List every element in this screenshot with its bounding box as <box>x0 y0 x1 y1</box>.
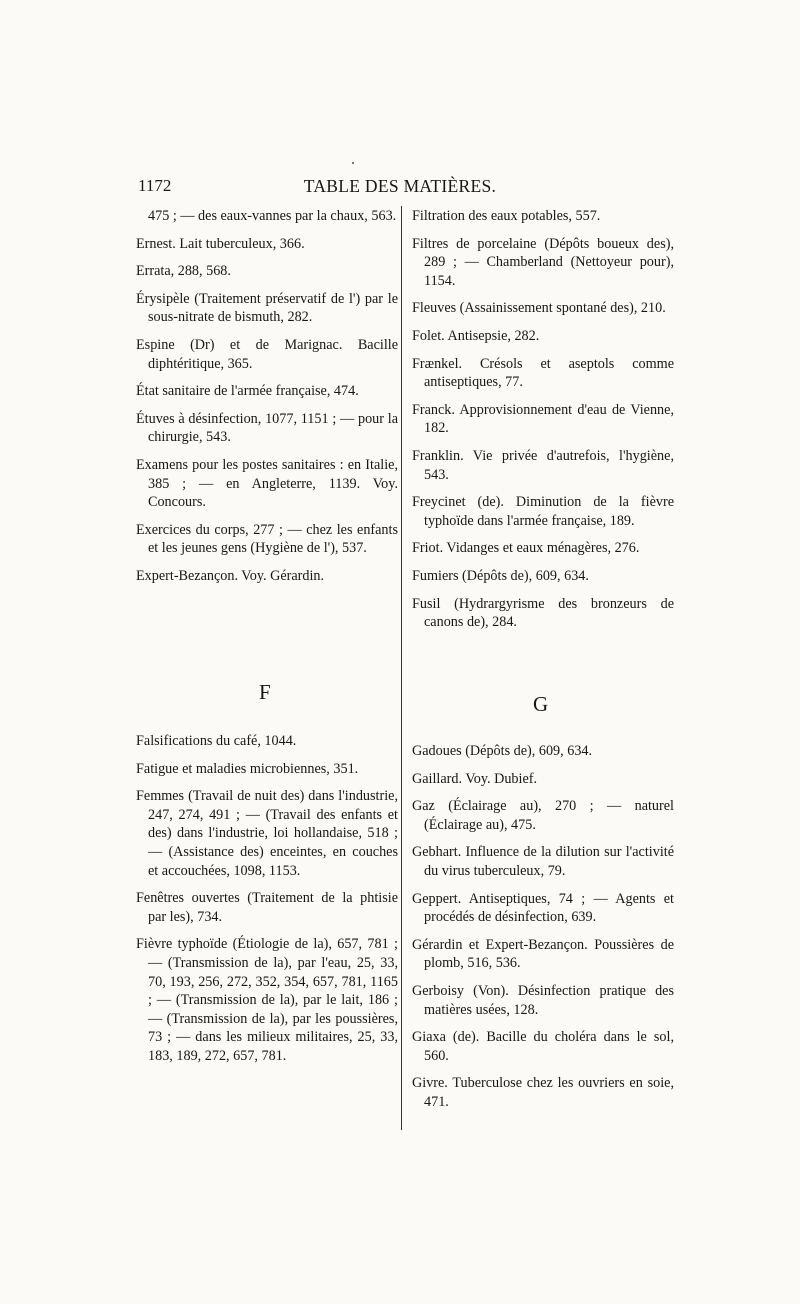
index-entry: Gaz (Éclairage au), 270 ; — naturel (Éclairage au), 475. <box>412 798 674 833</box>
index-entry: Gérardin et Expert-Bezançon. Poussières de plomb, 516, 536. <box>412 936 674 972</box>
index-entry: Ernest. Lait tuberculeux, 366. <box>136 235 305 252</box>
page-title: TABLE DES MATIÈRES. <box>303 176 497 196</box>
index-entry: Étuves à désinfection, 1077, 1151 ; — pour la chirurgie, 543. <box>136 410 398 446</box>
index-entry: Frænkel. Crésols et aseptols comme antiseptiques, 77. <box>412 355 674 391</box>
index-entry: Folet. Antisepsie, 282. <box>412 327 540 344</box>
index-entry: Franck. Approvisionnement d'eau de Vienne, 182. <box>412 401 674 437</box>
index-entry: Friot. Vidanges et eaux ménagères, 276. <box>412 540 640 557</box>
section-letter-g: G <box>533 692 549 716</box>
index-column-right <box>412 207 674 641</box>
page-number: 1172 <box>138 176 172 195</box>
index-entry: Filtres de porcelaine (Dépôts boueux des), 289 ; — Chamberland (Nettoyeur pour), 1154. <box>412 235 674 289</box>
index-entry: Filtration des eaux potables, 557. <box>412 208 601 224</box>
index-entry: Fleuves (Assainissement spontané des), 210. <box>412 300 666 317</box>
index-entry: Espine (Dr) et de Marignac. Bacille diphtéritique, 365. <box>136 336 398 372</box>
index-entry: Gadoues (Dépôts de), 609, 634. <box>412 743 593 759</box>
print-speck <box>352 162 354 164</box>
index-column-left-f <box>136 732 398 1075</box>
index-entry: Érysipèle (Traitement préservatif de l') par le sous-nitrate de bismuth, 282. <box>136 290 398 326</box>
index-entry: Falsifications du café, 1044. <box>136 733 297 749</box>
index-column-left <box>136 207 398 595</box>
index-entry: Franklin. Vie privée d'autrefois, l'hygiène, 543. <box>412 447 674 483</box>
index-entry: Fumiers (Dépôts de), 609, 634. <box>412 567 589 584</box>
index-entry: Fièvre typhoïde (Étiologie de la), 657, 781 ; — (Transmission de la), par l'eau, 25, 33, 70, 193, 256, 272, 352, 354, 657, 781, 1165 ; — (Transmission de la), par le lait, 186 ; — (Transmission de la), par les poussières, 73 ; — dans les milieux militaires, 25, 33, 183, 189, 272, 657, 781. <box>136 936 398 1064</box>
index-entry: Giaxa (de). Bacille du choléra dans le sol, 560. <box>412 1029 674 1064</box>
index-entry: Fatigue et maladies microbiennes, 351. <box>136 760 359 777</box>
index-entry: Examens pour les postes sanitaires : en Italie, 385 ; — en Angleterre, 1139. Voy. Concours. <box>136 456 398 511</box>
index-entry: Gerboisy (Von). Désinfection pratique des matières usées, 128. <box>412 982 674 1018</box>
index-entry: Geppert. Antiseptiques, 74 ; — Agents et procédés de désinfection, 639. <box>412 890 674 926</box>
index-entry: Errata, 288, 568. <box>136 263 231 280</box>
index-entry: Exercices du corps, 277 ; — chez les enfants et les jeunes gens (Hygiène de l'), 537. <box>136 521 398 557</box>
section-letter-f: F <box>259 680 271 704</box>
index-entry: Freycinet (de). Diminution de la fièvre typhoïde dans l'armée française, 189. <box>412 494 674 529</box>
index-entry: Fenêtres ouvertes (Traitement de la phtisie par les), 734. <box>136 890 398 925</box>
column-divider <box>401 206 402 1130</box>
index-entry: 475 ; — des eaux-vannes par la chaux, 563. <box>148 208 397 224</box>
index-entry: Fusil (Hydrargyrisme des bronzeurs de canons de), 284. <box>412 595 674 631</box>
index-entry: État sanitaire de l'armée française, 474. <box>136 383 359 400</box>
index-entry: Femmes (Travail de nuit des) dans l'industrie, 247, 274, 491 ; — (Travail des enfants et des) dans l'industrie, loi hollandaise, 518 ; — (Assistance des) enceintes, en couches et accouchées, 1098, 1153. <box>136 788 398 879</box>
index-column-right-g <box>412 742 674 1121</box>
index-entry: Gaillard. Voy. Dubief. <box>412 770 538 787</box>
index-entry: Expert-Bezançon. Voy. Gérardin. <box>136 567 325 584</box>
index-entry: Gebhart. Influence de la dilution sur l'activité du virus tuberculeux, 79. <box>412 844 674 879</box>
index-entry: Givre. Tuberculose chez les ouvriers en soie, 471. <box>412 1075 674 1110</box>
